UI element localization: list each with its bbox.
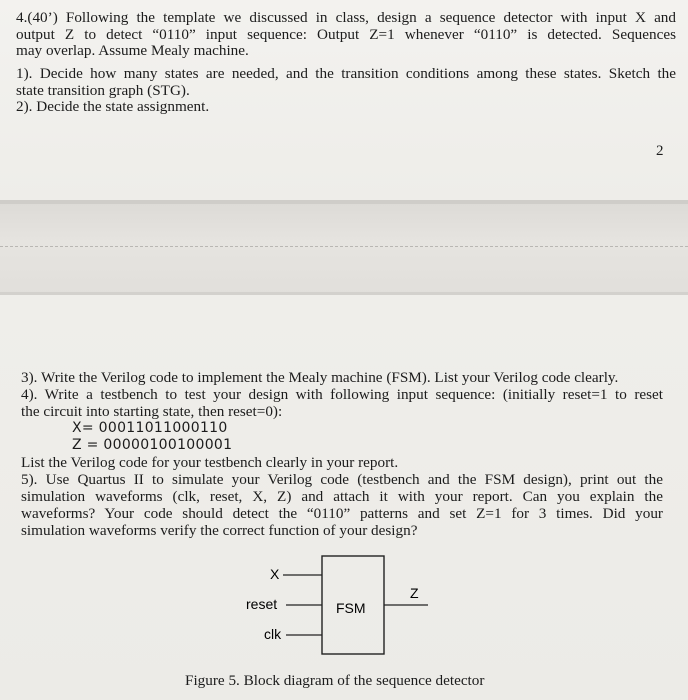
x-sequence: X= 00011011000110 (72, 420, 228, 436)
page-gap-band (0, 200, 688, 295)
page-fold-line (0, 246, 688, 247)
intro-line-1: 4.(40’) Following the template we discussed in class, design a sequence detector with input X and (16, 9, 676, 26)
part5-line-1: 5). Use Quartus II to simulate your Verilog code (testbench and the FSM design), print out the (21, 471, 663, 488)
figure-caption: Figure 5. Block diagram of the sequence detector (185, 672, 485, 689)
part-1 (16, 66, 676, 116)
list-line: List the Verilog code for your testbench clearly in your report. (21, 454, 399, 471)
part5-line-3: waveforms? Your code should detect the “0110” patterns and set Z=1 for 3 times. Did your (21, 505, 663, 522)
intro-line-3: may overlap. Assume Mealy machine. (16, 42, 249, 60)
fsm-block-diagram (230, 550, 450, 660)
intro-line-2: output Z to detect “0110” input sequence: Output Z=1 whenever “0110” is detected. Sequences (16, 25, 676, 43)
part3-line: 3). Write the Verilog code to implement the Mealy machine (FSM). List your Verilog code clearly. (21, 369, 619, 386)
page-edge-shadow (0, 200, 688, 204)
input-clk-label: clk (264, 626, 282, 642)
fsm-block-label: FSM (336, 600, 366, 616)
z-sequence: Z = 00000100100001 (72, 437, 233, 453)
part1-line-1: 1). Decide how many states are needed, and the transition conditions among these states. Sketch the (16, 65, 676, 82)
part1-line-2: state transition graph (STG). (16, 81, 190, 99)
part4-line-1: 4). Write a testbench to test your design with following input sequence: (initially reset=1 to reset (21, 386, 663, 403)
part5-line-4: simulation waveforms verify the correct function of your design? (21, 522, 418, 539)
input-x-label: X (270, 566, 280, 582)
part4-line-2: the circuit into starting state, then reset=0): (21, 403, 283, 420)
page-number: 2 (656, 143, 664, 159)
part2-line: 2). Decide the state assignment. (16, 98, 210, 116)
question-intro (16, 10, 676, 60)
part5-line-2: simulation waveforms (clk, reset, X, Z) and attach it with your report. Can you explain the (21, 488, 663, 505)
parts-3-to-5 (21, 369, 663, 539)
input-reset-label: reset (246, 596, 278, 612)
output-z-label: Z (410, 585, 419, 601)
